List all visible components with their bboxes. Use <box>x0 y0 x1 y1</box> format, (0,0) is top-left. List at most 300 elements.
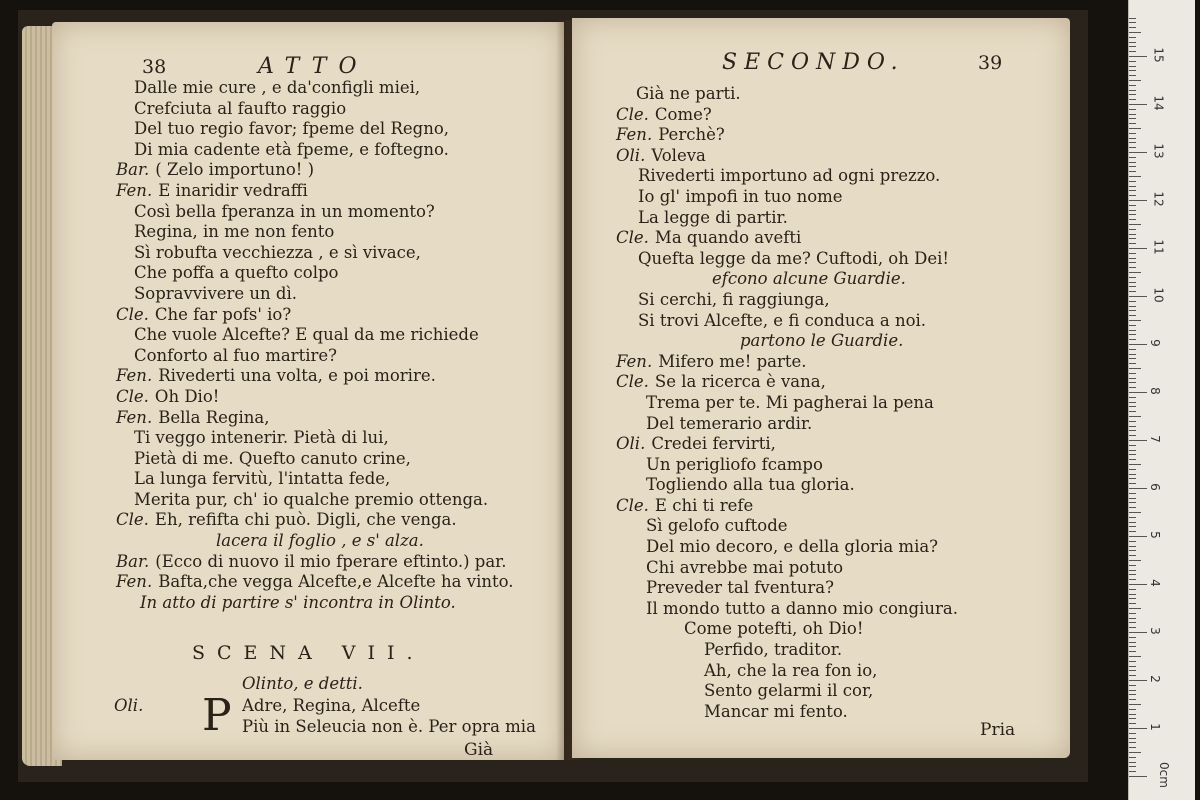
ruler-tick <box>1129 493 1136 494</box>
ruler-tick <box>1129 733 1136 734</box>
ruler-tick <box>1129 728 1147 729</box>
ruler-tick <box>1129 339 1136 340</box>
ruler-tick <box>1129 238 1136 239</box>
ruler-tick <box>1129 128 1141 129</box>
verse-line <box>116 510 514 531</box>
ruler-tick <box>1129 531 1136 532</box>
verse-line: Adre, Regina, Alcefte <box>242 696 421 715</box>
ruler-tick <box>1129 670 1136 671</box>
ruler-tick <box>1129 469 1136 470</box>
ruler-tick <box>1129 661 1136 662</box>
ruler-label: 14 <box>1151 95 1166 111</box>
measuring-ruler <box>1128 0 1195 800</box>
verse-line <box>616 475 958 496</box>
left-running-head: ATTO <box>258 54 369 79</box>
ruler-tick <box>1129 435 1136 436</box>
verse-line <box>616 578 958 599</box>
ruler-tick <box>1129 608 1141 609</box>
ruler-tick <box>1129 157 1136 158</box>
line-text: Come potefti, oh Dio! <box>684 619 864 639</box>
ruler-tick <box>1129 104 1147 105</box>
ruler-tick <box>1129 478 1136 479</box>
ruler-tick <box>1129 536 1147 537</box>
line-text: Si cerchi, fi raggiunga, <box>638 289 830 309</box>
ruler-tick <box>1129 176 1141 177</box>
ruler-tick <box>1129 114 1136 115</box>
ruler-label: 6 <box>1147 483 1162 491</box>
line-text: Che vuole Alcefte? E qual da me richiede <box>134 325 479 345</box>
verse-line <box>616 166 958 187</box>
ruler-tick <box>1129 27 1136 28</box>
speaker-label: Cle. <box>116 304 149 324</box>
ruler-tick <box>1129 694 1136 695</box>
ruler-tick <box>1129 90 1136 91</box>
ruler-tick <box>1129 541 1136 542</box>
ruler-tick <box>1129 738 1136 739</box>
right-page <box>572 18 1070 758</box>
ruler-tick <box>1129 282 1136 283</box>
verse-line <box>116 490 514 511</box>
verse-line <box>116 119 514 140</box>
speaker-label: Cle. <box>116 386 149 406</box>
ruler-tick <box>1129 354 1136 355</box>
line-text: La legge di partir. <box>638 207 788 227</box>
ruler-label: 15 <box>1151 47 1166 63</box>
ruler-tick <box>1129 80 1141 81</box>
line-text: Perchè? <box>658 125 725 145</box>
ruler-tick <box>1129 181 1136 182</box>
verse-line <box>616 146 958 167</box>
ruler-tick <box>1129 757 1136 758</box>
verse-line <box>616 516 958 537</box>
line-text: Merita pur, ch' io qualche premio ottenga. <box>134 489 489 509</box>
verse-line <box>116 593 514 614</box>
verse-line <box>116 305 514 326</box>
ruler-tick <box>1129 426 1136 427</box>
ruler-tick <box>1129 56 1147 57</box>
ruler-tick <box>1129 61 1136 62</box>
line-text: Credei fervirti, <box>651 434 776 454</box>
line-text: Preveder tal fventura? <box>646 578 834 598</box>
ruler-tick <box>1129 440 1147 441</box>
verse-line <box>616 208 958 229</box>
ruler-tick <box>1129 320 1141 321</box>
ruler-label: 2 <box>1147 675 1162 683</box>
ruler-tick <box>1129 402 1136 403</box>
ruler-tick <box>1129 18 1136 19</box>
ruler-tick <box>1129 46 1136 47</box>
verse-line <box>116 99 514 120</box>
ruler-tick <box>1129 152 1147 153</box>
ruler-tick <box>1129 570 1136 571</box>
ruler-tick <box>1129 94 1136 95</box>
ruler-tick <box>1129 613 1136 614</box>
verse-line <box>616 496 958 517</box>
verse-line <box>116 181 514 202</box>
ruler-tick <box>1129 99 1136 100</box>
verse-line <box>116 140 514 161</box>
ruler-tick <box>1129 474 1136 475</box>
ruler-tick <box>1129 70 1136 71</box>
ruler-tick <box>1129 272 1141 273</box>
line-text: partono le Guardie. <box>740 331 904 351</box>
ruler-tick <box>1129 680 1147 681</box>
ruler-tick <box>1129 594 1136 595</box>
ruler-tick <box>1129 560 1141 561</box>
line-text: efcono alcune Guardie. <box>712 269 906 289</box>
ruler-tick <box>1129 258 1136 259</box>
line-text: Di mia cadente età fpeme, e foftegno. <box>134 139 449 159</box>
ruler-tick <box>1129 219 1136 220</box>
ruler-tick <box>1129 627 1136 628</box>
verse-line <box>616 331 958 352</box>
speaker-label: Cle. <box>616 228 649 248</box>
ruler-tick <box>1129 325 1136 326</box>
verse-line <box>116 552 514 573</box>
line-text: Perfido, traditor. <box>704 640 843 660</box>
line-text: Chi avrebbe mai potuto <box>646 557 844 577</box>
left-page-number: 38 <box>142 56 167 78</box>
left-page <box>52 22 564 760</box>
left-catchword: Già <box>464 740 494 760</box>
speaker-label: Bar. <box>116 160 150 180</box>
verse-line <box>116 243 514 264</box>
ruler-tick <box>1129 651 1136 652</box>
left-text-block <box>116 78 514 613</box>
ruler-tick <box>1129 656 1141 657</box>
speaker-label: Cle. <box>616 104 649 124</box>
ruler-tick <box>1129 109 1136 110</box>
ruler-tick <box>1129 483 1136 484</box>
ruler-tick <box>1129 358 1136 359</box>
ruler-tick <box>1129 507 1136 508</box>
verse-line <box>116 449 514 470</box>
verse-line <box>116 387 514 408</box>
ruler-tick <box>1129 526 1136 527</box>
line-text: Il mondo tutto a danno mio congiura. <box>646 598 958 618</box>
ruler-tick <box>1129 133 1136 134</box>
ruler-tick <box>1129 459 1136 460</box>
ruler-tick <box>1129 512 1141 513</box>
line-text: Io gl' impofi in tuo nome <box>638 186 843 206</box>
ruler-tick <box>1129 762 1136 763</box>
verse-line <box>616 228 958 249</box>
verse-line: Più in Seleucia non è. Per opra mia <box>242 717 536 736</box>
right-running-head: SECONDO. <box>722 50 905 75</box>
verse-line <box>616 702 958 723</box>
ruler-tick <box>1129 709 1136 710</box>
ruler-tick <box>1129 488 1147 489</box>
ruler-tick <box>1129 123 1136 124</box>
speaker-label: Fen. <box>116 366 153 386</box>
ruler-tick <box>1129 37 1136 38</box>
verse-line <box>116 284 514 305</box>
verse-line <box>116 160 514 181</box>
ruler-tick <box>1129 210 1136 211</box>
ruler-tick <box>1129 411 1136 412</box>
ruler-tick <box>1129 229 1136 230</box>
verse-line <box>116 325 514 346</box>
ruler-label: 12 <box>1151 191 1166 207</box>
ruler-tick <box>1129 632 1147 633</box>
ruler-tick <box>1129 598 1136 599</box>
line-text: Conforto al fuo martire? <box>134 345 337 365</box>
ruler-tick <box>1129 690 1136 691</box>
ruler-tick <box>1129 162 1136 163</box>
line-text: lacera il foglio , e s' alza. <box>216 531 424 551</box>
verse-line <box>616 599 958 620</box>
line-text: Sì gelofo cuftode <box>646 516 788 536</box>
ruler-tick <box>1129 622 1136 623</box>
verse-line <box>116 366 514 387</box>
ruler-tick <box>1129 171 1136 172</box>
speaker-label: Oli. <box>616 434 646 454</box>
line-text: Come? <box>654 104 712 124</box>
verse-line <box>116 469 514 490</box>
ruler-label: 4 <box>1147 579 1162 587</box>
ruler-tick <box>1129 685 1136 686</box>
ruler-label: 9 <box>1147 339 1162 347</box>
speaker-label: Cle. <box>616 372 649 392</box>
ruler-tick <box>1129 392 1147 393</box>
ruler-tick <box>1129 214 1136 215</box>
verse-line <box>616 681 958 702</box>
verse-line <box>616 84 958 105</box>
ruler-tick <box>1129 579 1136 580</box>
line-text: Trema per te. Mi pagherai la pena <box>646 392 934 412</box>
ruler-tick <box>1129 550 1136 551</box>
line-text: Oh Dio! <box>154 386 220 406</box>
line-text: Pietà di me. Quefto canuto crine, <box>134 448 411 468</box>
ruler-tick <box>1129 267 1136 268</box>
speaker-label: Fen. <box>616 125 653 145</box>
ruler-tick <box>1129 142 1136 143</box>
right-page-number: 39 <box>978 52 1003 74</box>
verse-line <box>616 269 958 290</box>
ruler-tick <box>1129 546 1136 547</box>
ruler-tick <box>1129 306 1136 307</box>
line-text: Bafta,che vegga Alcefte,e Alcefte ha vinto. <box>158 572 514 592</box>
line-text: Mancar mi fento. <box>704 701 848 721</box>
line-text: ( Zelo importuno! ) <box>155 160 315 180</box>
line-text: Voleva <box>651 145 706 165</box>
ruler-tick <box>1129 464 1141 465</box>
verse-line <box>616 187 958 208</box>
right-catchword: Pria <box>980 720 1016 740</box>
line-text: Bella Regina, <box>158 407 270 427</box>
verse-line <box>116 263 514 284</box>
verse-line <box>616 434 958 455</box>
ruler-label: 7 <box>1147 435 1162 443</box>
ruler-tick <box>1129 291 1136 292</box>
ruler-tick <box>1129 747 1136 748</box>
verse-line <box>616 558 958 579</box>
ruler-tick <box>1129 517 1136 518</box>
ruler-label: 11 <box>1151 239 1166 255</box>
ruler-tick <box>1129 368 1141 369</box>
ruler-label: 5 <box>1147 531 1162 539</box>
scene-heading: SCENA VII. <box>192 642 425 664</box>
ruler-tick <box>1129 253 1136 254</box>
line-text: Dalle mie cure , e da'configli miei, <box>134 78 421 97</box>
ruler-tick <box>1129 618 1136 619</box>
ruler-tick <box>1129 315 1136 316</box>
line-text: In atto di partire s' incontra in Olinto. <box>140 592 456 612</box>
ruler-label: 8 <box>1147 387 1162 395</box>
ruler-tick <box>1129 378 1136 379</box>
ruler-tick <box>1129 363 1136 364</box>
ruler-tick <box>1129 752 1141 753</box>
ruler-tick <box>1129 406 1136 407</box>
speaker-label: Cle. <box>116 510 149 530</box>
speaker-label: Fen. <box>116 180 153 200</box>
ruler-tick <box>1129 704 1141 705</box>
line-text: Regina, in me non fento <box>134 222 335 242</box>
ruler-tick <box>1129 666 1136 667</box>
ruler-tick <box>1129 277 1136 278</box>
ruler-tick <box>1129 397 1136 398</box>
drop-cap: P <box>202 690 232 741</box>
verse-line <box>616 414 958 435</box>
speaker-label: Fen. <box>116 407 153 427</box>
verse-line <box>116 222 514 243</box>
speaker-label: Bar. <box>116 551 150 571</box>
ruler-tick <box>1129 421 1136 422</box>
ruler-tick <box>1129 387 1136 388</box>
verse-line <box>616 661 958 682</box>
verse-line <box>616 372 958 393</box>
ruler-tick <box>1129 771 1136 772</box>
line-text: Che poffa a quefto colpo <box>134 263 339 283</box>
line-text: E inaridir vedraffi <box>158 180 308 200</box>
ruler-tick <box>1129 603 1136 604</box>
line-text: Un perigliofo fcampo <box>646 454 823 474</box>
verse-line <box>616 290 958 311</box>
ruler-tick <box>1129 344 1147 345</box>
ruler-tick <box>1129 445 1136 446</box>
line-text: E chi ti refe <box>654 495 754 515</box>
verse-line <box>616 311 958 332</box>
ruler-tick <box>1129 502 1136 503</box>
verse-line <box>116 408 514 429</box>
ruler-label: 10 <box>1151 287 1166 303</box>
ruler-tick <box>1129 373 1136 374</box>
ruler-tick <box>1129 51 1136 52</box>
ruler-tick <box>1129 584 1147 585</box>
line-text: La lunga fervitù, l'intatta fede, <box>134 469 391 489</box>
ruler-tick <box>1129 248 1147 249</box>
ruler-tick <box>1129 66 1136 67</box>
line-text: Togliendo alla tua gloria. <box>646 475 855 495</box>
line-text: Del tuo regio favor; fpeme del Regno, <box>134 119 450 139</box>
line-text: Crefciuta al faufto raggio <box>134 98 347 118</box>
ruler-tick <box>1129 200 1147 201</box>
ruler-tick <box>1129 675 1136 676</box>
right-text-block <box>616 84 958 722</box>
ruler-tick <box>1129 565 1136 566</box>
ruler-tick <box>1129 522 1136 523</box>
ruler-tick <box>1129 718 1136 719</box>
line-text: Del temerario ardir. <box>646 413 813 433</box>
ruler-tick <box>1129 330 1136 331</box>
speaker-label: Cle. <box>616 495 649 515</box>
line-text: Del mio decoro, e della gloria mia? <box>646 537 939 557</box>
line-text: Rivederti importuno ad ogni prezzo. <box>638 166 941 186</box>
ruler-tick <box>1129 118 1136 119</box>
ruler-tick <box>1129 642 1136 643</box>
ruler-label: 1 <box>1147 723 1162 731</box>
verse-line <box>616 352 958 373</box>
ruler-tick <box>1129 498 1136 499</box>
line-text: Rivederti una volta, e poi morire. <box>158 366 436 386</box>
verse-line <box>116 78 514 99</box>
ruler-label: 0cm <box>1156 762 1171 788</box>
ruler-tick <box>1129 334 1136 335</box>
ruler-tick <box>1129 85 1136 86</box>
verse-line <box>616 249 958 270</box>
ruler-tick <box>1129 147 1136 148</box>
ruler-tick <box>1129 416 1141 417</box>
line-text: Sopravvivere un dì. <box>134 283 298 303</box>
ruler-label: 3 <box>1147 627 1162 635</box>
ruler-tick <box>1129 555 1136 556</box>
ruler-label: 13 <box>1151 143 1166 159</box>
ruler-tick <box>1129 646 1136 647</box>
ruler-tick <box>1129 766 1136 767</box>
ruler-tick <box>1129 205 1136 206</box>
line-text: Già ne parti. <box>636 84 741 103</box>
verse-line <box>616 455 958 476</box>
ruler-tick <box>1129 430 1136 431</box>
line-text: Sì robufta vecchiezza , e sì vivace, <box>134 242 421 262</box>
ruler-tick <box>1129 234 1136 235</box>
line-text: Sento gelarmi il cor, <box>704 681 874 701</box>
ruler-tick <box>1129 186 1136 187</box>
verse-line <box>116 202 514 223</box>
ruler-tick <box>1129 190 1136 191</box>
verse-line <box>616 619 958 640</box>
verse-line <box>116 572 514 593</box>
line-text: Eh, refifta chi può. Digli, che venga. <box>154 510 457 530</box>
verse-line <box>116 428 514 449</box>
ruler-tick <box>1129 450 1136 451</box>
ruler-tick <box>1129 286 1136 287</box>
ruler-tick <box>1129 75 1136 76</box>
ruler-tick <box>1129 574 1136 575</box>
speaker-label: Oli. <box>114 696 144 715</box>
line-text: Se la ricerca è vana, <box>654 372 826 392</box>
ruler-tick <box>1129 589 1136 590</box>
verse-line <box>116 531 514 552</box>
speaker-label: Fen. <box>116 572 153 592</box>
ruler-tick <box>1129 22 1136 23</box>
verse-line <box>616 393 958 414</box>
line-text: Quefta legge da me? Cuftodi, oh Dei! <box>638 248 950 268</box>
ruler-tick <box>1129 42 1136 43</box>
ruler-tick <box>1129 310 1136 311</box>
ruler-tick <box>1129 714 1136 715</box>
ruler-tick <box>1129 742 1136 743</box>
verse-line <box>616 105 958 126</box>
line-text: (Ecco di nuovo il mio fperare eftinto.) par. <box>155 551 507 571</box>
ruler-tick <box>1129 382 1136 383</box>
ruler-tick <box>1129 301 1136 302</box>
ruler-tick <box>1129 262 1136 263</box>
verse-line <box>616 640 958 661</box>
ruler-tick <box>1129 349 1136 350</box>
verse-line <box>616 537 958 558</box>
line-text: Ah, che la rea fon io, <box>704 660 878 680</box>
